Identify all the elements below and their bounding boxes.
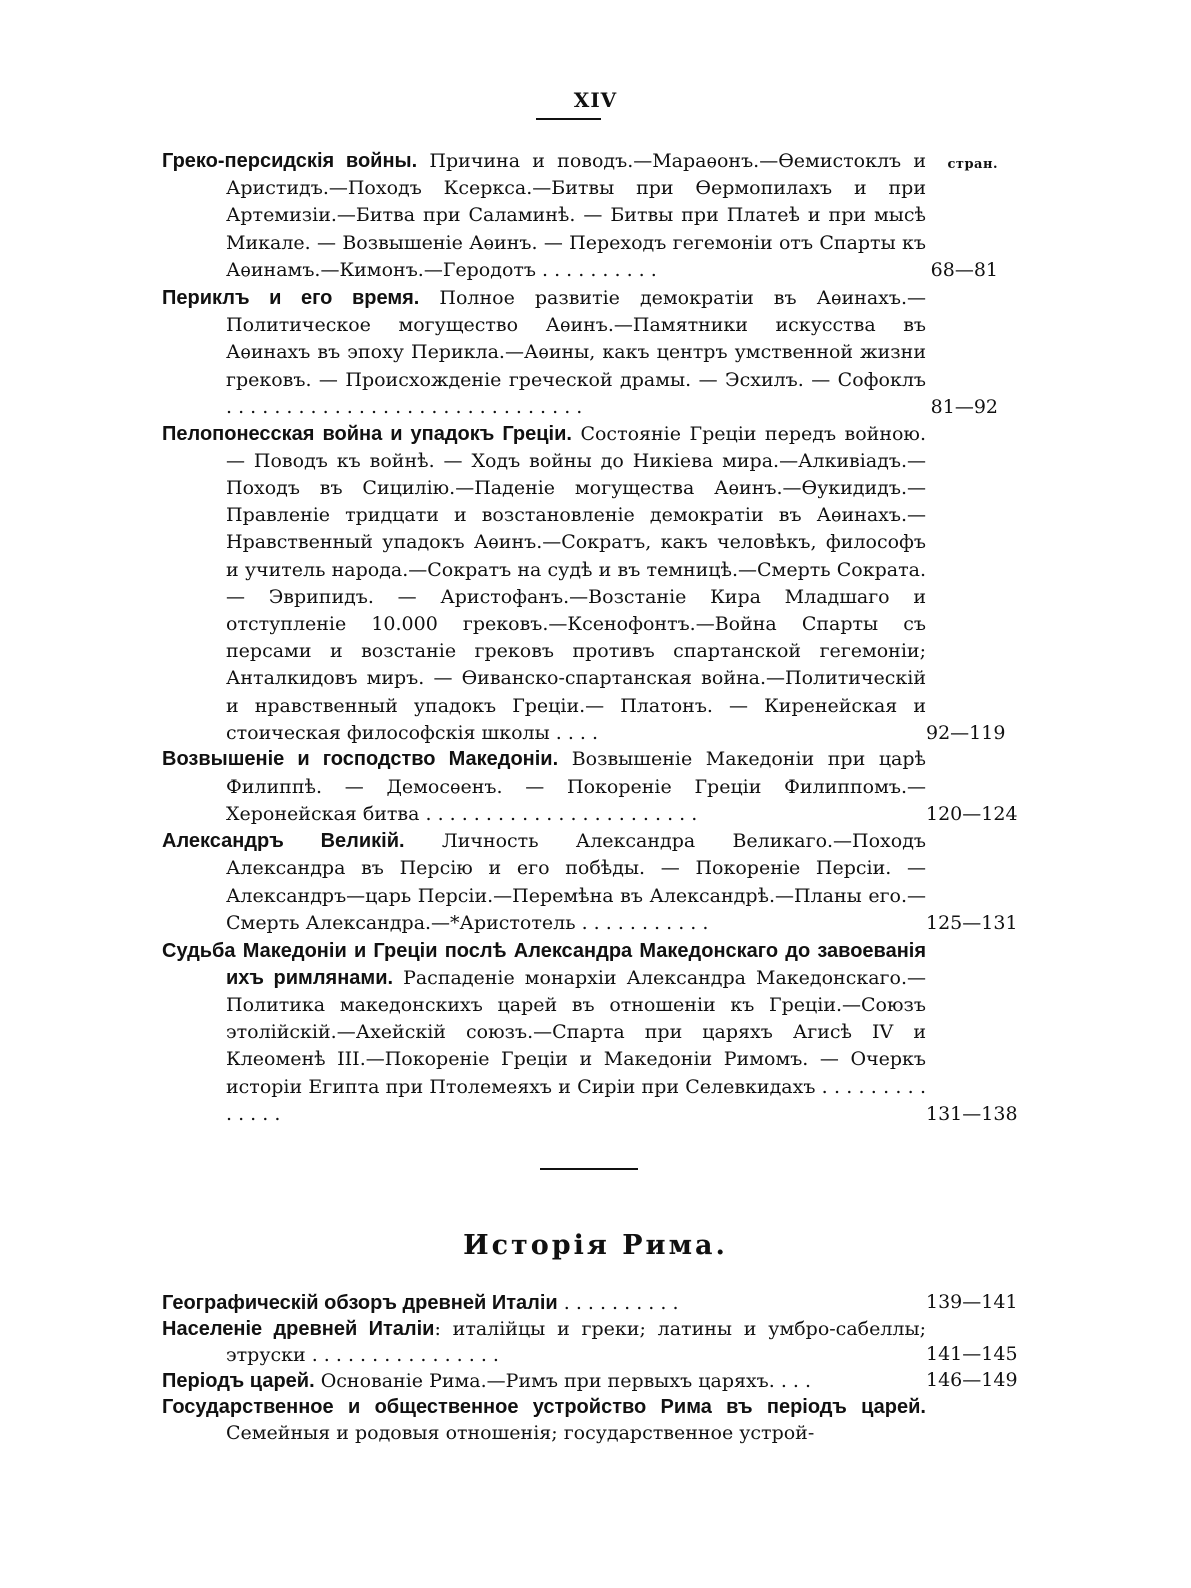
toc-entry-pages: 141—145 [926, 1343, 1018, 1365]
toc-entry-title: Александръ Великій. [162, 830, 405, 853]
toc-entry-pages: 92—119 [926, 722, 1006, 744]
toc-entry-title: Судьба Македоніи и Греціи послѣ Александра Македонскаго до завоеванія ихъ римлянами. [162, 939, 926, 989]
toc-entry-title: Населеніе древней Италіи [162, 1318, 435, 1340]
toc-entry-title: Періодъ царей. [162, 1370, 315, 1392]
toc-entry-text [162, 285, 926, 421]
toc-entry-body: Семейныя и родовыя отношенія; государственное устрой- [226, 1422, 815, 1444]
toc-entry-body: Причина и поводъ.—Мараѳонъ.—Ѳемистоклъ и Аристидъ.—Походъ Ксеркса.—Битвы при Ѳермопилахъ и при Артемизіи.—Битва при Саламинѣ. — Битвы при Платеѣ и при мысѣ Микале. — Возвышеніе Аѳинъ. — Переходъ гегемоніи отъ Спарты къ Аѳинамъ.—Кимонъ.—Геродотъ . . . . . . . . . . [226, 149, 927, 281]
toc-entry-pages: 68—81 [930, 259, 998, 281]
toc-entry-pages: 146—149 [926, 1369, 1018, 1391]
toc-entry-population-of-italy [162, 1316, 1018, 1368]
toc-entry-body: Личность Александра Великаго.—Походъ Александра въ Персію и его побѣды. — Покореніе Персіи. — Александръ—царь Персіи.—Перемѣна въ Александрѣ.—Планы его.—Смерть Александра.—*Аристотель . . . . . . . . . . . [226, 830, 926, 934]
rome-toc [162, 1290, 1018, 1446]
toc-entry-pages: 131—138 [926, 1103, 1018, 1125]
toc-entry-text [162, 1394, 926, 1446]
toc-entry-period-of-kings [162, 1368, 1018, 1394]
page-number-rule [536, 118, 601, 120]
toc-entry-alexander-the-great [162, 828, 1018, 937]
toc-entry-title: Пелопонесская война и упадокъ Греціи. [162, 422, 572, 445]
toc-entry-body: : италійцы и греки; латины и умбро-сабеллы; этруски . . . . . . . . . . . . . . . . [226, 1318, 926, 1366]
section-heading-rome: Исторія Рима. [463, 1230, 728, 1261]
toc-entry-title: Государственное и общественное устройство Рима въ періодъ царей. [162, 1396, 926, 1418]
toc-entry-body: Возвышеніе Македоніи при царѣ Филиппѣ. — Демосѳенъ. — Покореніе Греціи Филиппомъ.—Херонейская битва . . . . . . . . . . . . . . . . . . . . . . . [226, 748, 926, 825]
toc-entry-text [162, 1368, 926, 1394]
pages-column-label: стран. [947, 157, 998, 172]
toc-entry-text [162, 828, 926, 937]
toc-entry-greco-persian-wars [162, 148, 998, 284]
toc-entry-rise-of-macedonia [162, 747, 1018, 828]
toc-entry-title: Греко-персидскія войны. [162, 149, 418, 172]
toc-entry-body: Полное развитіе демократіи въ Аѳинахъ.—Политическое могущество Аѳинъ.—Памятники искусства въ Аѳинахъ въ эпоху Перикла.—Аѳины, какъ центръ умственной жизни грековъ. — Происхожденіе греческой драмы. — Эсхилъ. — Софоклъ . . . . . . . . . . . . . . . . . . . . . . . . . . . . . . [226, 286, 926, 418]
toc-entry-fate-of-macedonia [162, 937, 1018, 1128]
toc-entry-body: Основаніе Рима.—Римъ при первыхъ царяхъ. . . . [314, 1370, 812, 1392]
toc-entry-title: Периклъ и его время. [162, 286, 420, 309]
toc-entry-pages: 81—92 [930, 396, 998, 418]
greece-toc [162, 148, 1018, 1128]
toc-entry-title: Возвышеніе и господство Македоніи. [162, 748, 559, 771]
toc-entry-pages: 125—131 [926, 912, 1018, 934]
toc-entry-text [162, 746, 926, 828]
toc-entry-body: . . . . . . . . . . [557, 1292, 679, 1314]
toc-entry-pages: 120—124 [926, 803, 1018, 825]
toc-entry-pages: 139—141 [926, 1291, 1018, 1313]
toc-entry-text [162, 1290, 926, 1316]
toc-entry-body: Распаденіе монархіи Александра Македонскаго.—Политика македонскихъ царей въ отношеніи къ Греціи.—Союзъ этолійскій.—Ахейскій союзъ.—Спарта при царяхъ Агисѣ IV и Клеоменѣ III.—Покореніе Греціи и Македоніи Римомъ. — Очеркъ исторіи Египта при Птолемеяхъ и Сиріи при Селевкидахъ . . . . . . . . . . . . . . [226, 966, 926, 1125]
toc-entry-text [162, 148, 926, 284]
toc-entry-peloponnesian-war [162, 421, 1006, 747]
toc-entry-pericles [162, 284, 998, 421]
toc-entry-geography-of-italy [162, 1290, 1018, 1316]
section-divider [540, 1168, 638, 1170]
toc-entry-text [162, 421, 926, 747]
toc-entry-body: Состояніе Греціи передъ войною. — Поводъ къ войнѣ. — Ходъ войны до Никіева мира.—Алкивіадъ.—Походъ въ Сицилію.—Паденіе могущества Аѳинъ.—Ѳукидидъ.—Правленіе тридцати и возстановленіе демократіи въ Аѳинахъ.—Нравственный упадокъ Аѳинъ.—Сократъ, какъ человѣкъ, философъ и учитель народа.—Сократъ на судѣ и въ темницѣ.—Смерть Сократа. — Эврипидъ. — Аристофанъ.—Возстаніе Кира Младшаго и отступленіе 10.000 грековъ.—Ксенофонтъ.—Война Спарты съ персами и возстаніе грековъ противъ спартанской гегемоніи; Анталкидовъ миръ. — Ѳиванско-спартанская война.—Политическій и нравственный упадокъ Греціи.— Платонъ. — Киренейская и стоическая философскія школы . . . . [226, 422, 926, 744]
page-number: XIV [573, 88, 618, 112]
toc-entry-text [162, 938, 926, 1128]
toc-entry-state-structure [162, 1394, 998, 1446]
toc-entry-title: Географическій обзоръ древней Италіи [162, 1292, 558, 1314]
toc-entry-text [162, 1316, 926, 1368]
